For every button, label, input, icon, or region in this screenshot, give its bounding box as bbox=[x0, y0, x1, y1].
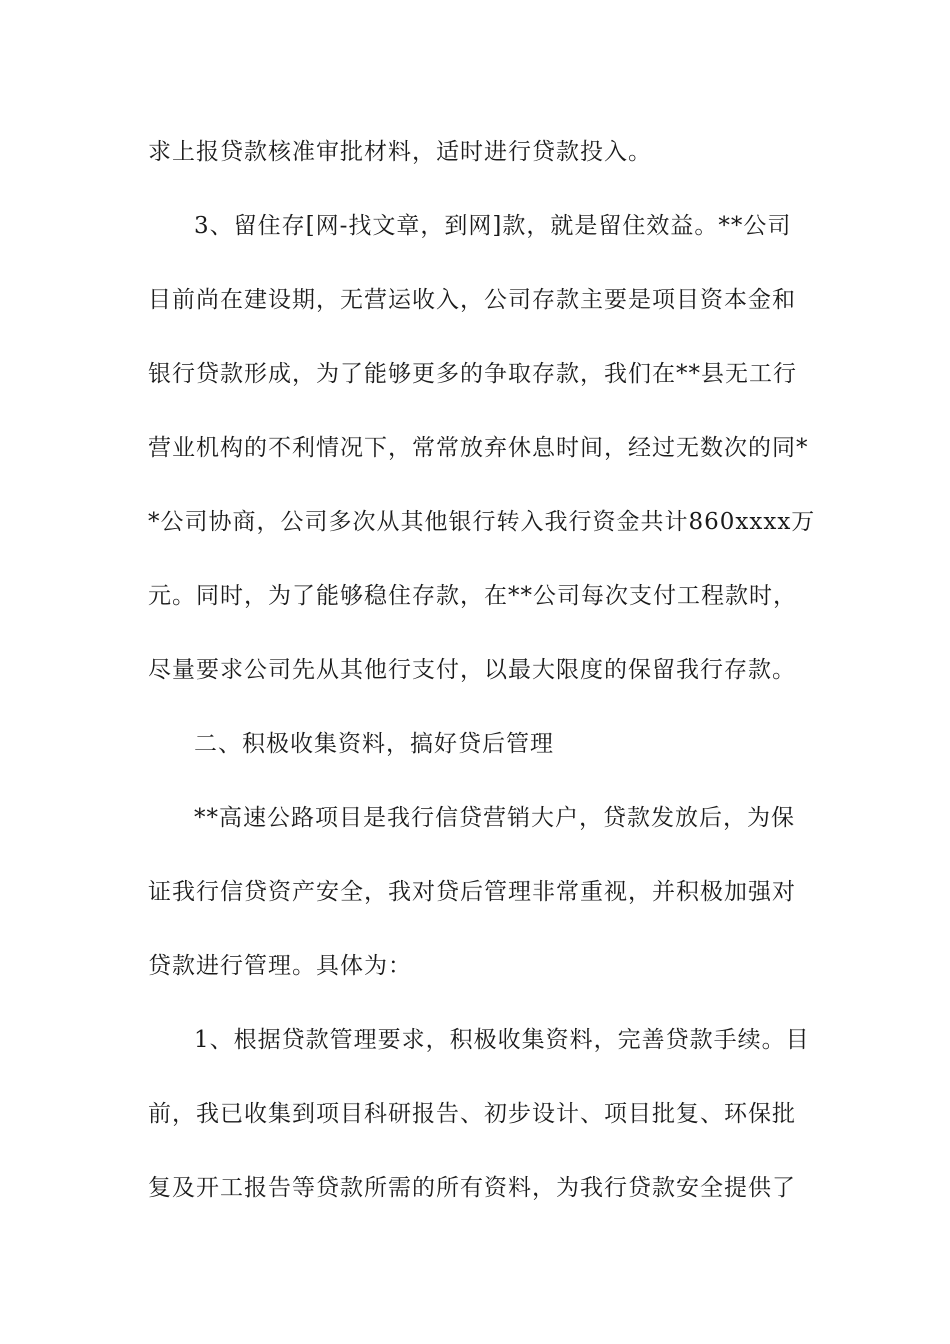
text-line-10: **高速公路项目是我行信贷营销大户，贷款发放后，为保 bbox=[194, 805, 795, 831]
text-line-15: 复及开工报告等贷款所需的所有资料，为我行贷款安全提供了 bbox=[148, 1175, 796, 1201]
text-line-8: 尽量要求公司先从其他行支付，以最大限度的保留我行存款。 bbox=[148, 657, 796, 683]
text-line-4: 银行贷款形成，为了能够更多的争取存款，我们在**县无工行 bbox=[148, 361, 797, 387]
text-line-14: 前，我已收集到项目科研报告、初步设计、项目批复、环保批 bbox=[148, 1101, 796, 1127]
text-line-11: 证我行信贷资产安全，我对贷后管理非常重视，并积极加强对 bbox=[148, 879, 796, 905]
text-line-2: 3、留住存[网-找文章，到网]款，就是留住效益。**公司 bbox=[194, 213, 792, 239]
text-line-12: 贷款进行管理。具体为： bbox=[148, 953, 412, 979]
text-line-3: 目前尚在建设期，无营运收入，公司存款主要是项目资本金和 bbox=[148, 287, 796, 313]
text-line-6: *公司协商，公司多次从其他银行转入我行资金共计860xxxx万 bbox=[148, 509, 816, 535]
text-line-7: 元。同时，为了能够稳住存款，在**公司每次支付工程款时， bbox=[148, 583, 797, 609]
text-line-1: 求上报贷款核准审批材料，适时进行贷款投入。 bbox=[148, 139, 652, 165]
text-line-13: 1、根据贷款管理要求，积极收集资料，完善贷款手续。目 bbox=[194, 1027, 810, 1053]
section-heading: 二、积极收集资料，搞好贷后管理 bbox=[194, 731, 554, 757]
text-line-5: 营业机构的不利情况下，常常放弃休息时间，经过无数次的同* bbox=[148, 435, 809, 461]
